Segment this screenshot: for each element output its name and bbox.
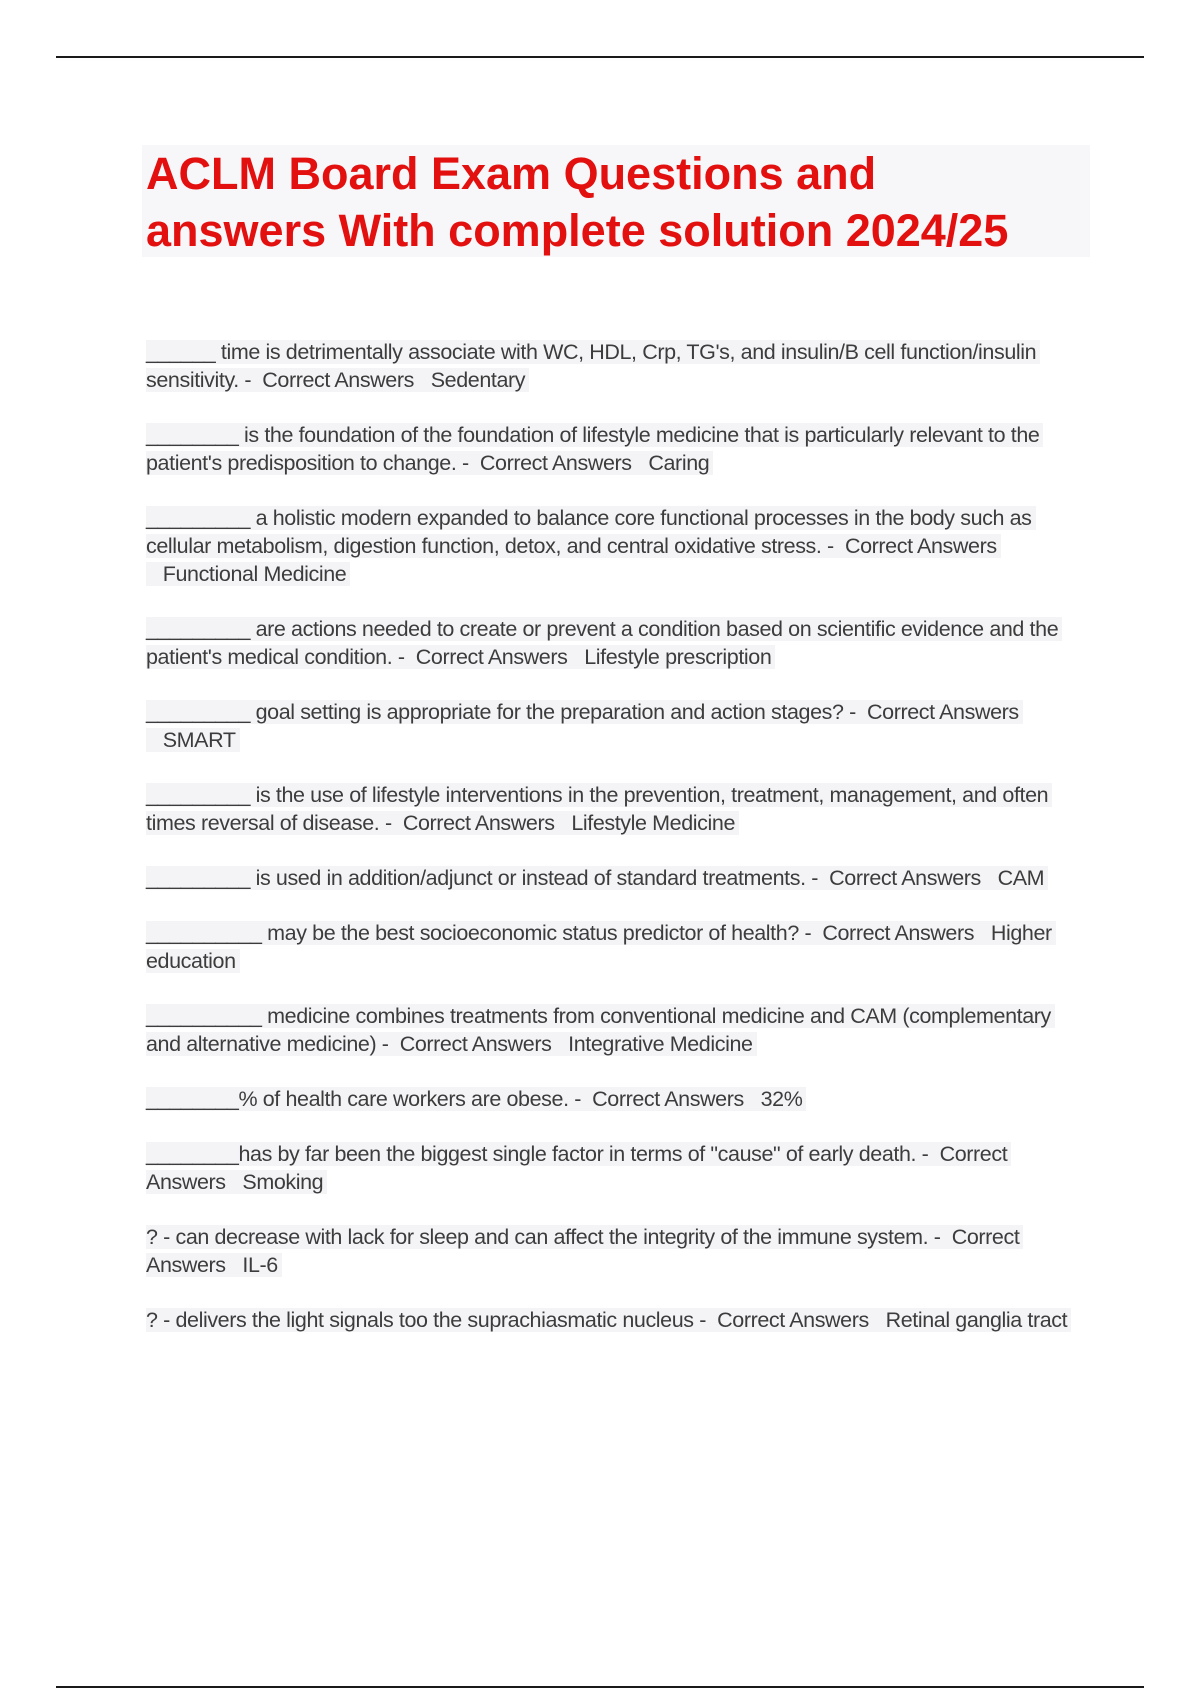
- qa-answer-label: Correct Answers: [146, 1225, 1020, 1277]
- qa-answer: Retinal ganglia tract: [885, 1308, 1068, 1332]
- qa-answer: 32%: [760, 1087, 803, 1111]
- qa-answer-label: Correct Answers: [399, 1032, 552, 1056]
- qa-answer-label: Correct Answers: [479, 451, 632, 475]
- qa-answer: Integrative Medicine: [568, 1032, 753, 1056]
- qa-question: ______ time is detrimentally associate with WC, HDL, Crp, TG's, and insulin/B cell function/insulin sensitivity. -: [146, 340, 1037, 392]
- qa-answer-label: Correct Answers: [146, 1142, 1008, 1194]
- qa-answer: Smoking: [242, 1170, 324, 1194]
- qa-item: [146, 615, 1091, 671]
- qa-question: ________% of health care workers are obese. -: [146, 1087, 581, 1111]
- qa-item: [146, 1306, 1091, 1334]
- title-line-1: ACLM Board Exam Questions and: [146, 148, 877, 199]
- qa-question: __________ medicine combines treatments from conventional medicine and CAM (complementary and alternative medicine) -: [146, 1004, 1051, 1056]
- qa-item: [146, 864, 1091, 892]
- qa-answer: IL-6: [242, 1253, 278, 1277]
- bottom-rule: [56, 1686, 1144, 1688]
- qa-item: [146, 421, 1091, 477]
- qa-answer-label: Correct Answers: [415, 645, 568, 669]
- qa-item: [146, 504, 1091, 588]
- qa-question: _________ goal setting is appropriate for the preparation and action stages? -: [146, 700, 856, 724]
- qa-answer: SMART: [162, 728, 236, 752]
- qa-list: [146, 338, 1091, 1361]
- qa-answer-label: Correct Answers: [867, 700, 1019, 724]
- qa-answer-label: Correct Answers: [844, 534, 997, 558]
- qa-item: [146, 1002, 1091, 1058]
- top-rule: [56, 56, 1144, 58]
- qa-question: ________has by far been the biggest single factor in terms of "cause" of early death. -: [146, 1142, 929, 1166]
- qa-item: [146, 1223, 1091, 1279]
- qa-question: ? - can decrease with lack for sleep and can affect the integrity of the immune system. -: [146, 1225, 941, 1249]
- qa-answer-label: Correct Answers: [402, 811, 555, 835]
- qa-answer: Sedentary: [430, 368, 526, 392]
- qa-item: [146, 781, 1091, 837]
- qa-answer: CAM: [997, 866, 1045, 890]
- title-line-2: answers With complete solution 2024/25: [146, 205, 1009, 256]
- qa-answer-label: Correct Answers: [822, 921, 975, 945]
- qa-question: ? - delivers the light signals too the suprachiasmatic nucleus -: [146, 1308, 706, 1332]
- qa-question: _________ a holistic modern expanded to balance core functional processes in the body such as cellular metabolism, digestion function, detox, and central oxidative stress. -: [146, 506, 1032, 558]
- qa-question: __________ may be the best socioeconomic status predictor of health? -: [146, 921, 812, 945]
- qa-answer: Higher education: [146, 921, 1052, 973]
- qa-answer-label: Correct Answers: [262, 368, 414, 392]
- qa-item: [146, 698, 1091, 754]
- qa-answer: Caring: [648, 451, 710, 475]
- qa-answer: Functional Medicine: [162, 562, 347, 586]
- qa-question: _________ is the use of lifestyle interventions in the prevention, treatment, management, and often times reversal of disease. -: [146, 783, 1049, 835]
- qa-answer: Lifestyle prescription: [584, 645, 772, 669]
- qa-answer-label: Correct Answers: [829, 866, 981, 890]
- qa-question: _________ is used in addition/adjunct or instead of standard treatments. -: [146, 866, 818, 890]
- qa-question: ________ is the foundation of the foundation of lifestyle medicine that is particularly relevant to the patient's predisposition to change. -: [146, 423, 1040, 475]
- qa-item: [146, 1140, 1091, 1196]
- qa-answer-label: Correct Answers: [717, 1308, 869, 1332]
- qa-answer: Lifestyle Medicine: [571, 811, 735, 835]
- qa-item: [146, 919, 1091, 975]
- qa-item: [146, 338, 1091, 394]
- qa-answer-label: Correct Answers: [592, 1087, 744, 1111]
- qa-item: [146, 1085, 1091, 1113]
- document-title: [142, 145, 1090, 257]
- qa-question: _________ are actions needed to create or prevent a condition based on scientific evidence and the patient's medical condition. -: [146, 617, 1059, 669]
